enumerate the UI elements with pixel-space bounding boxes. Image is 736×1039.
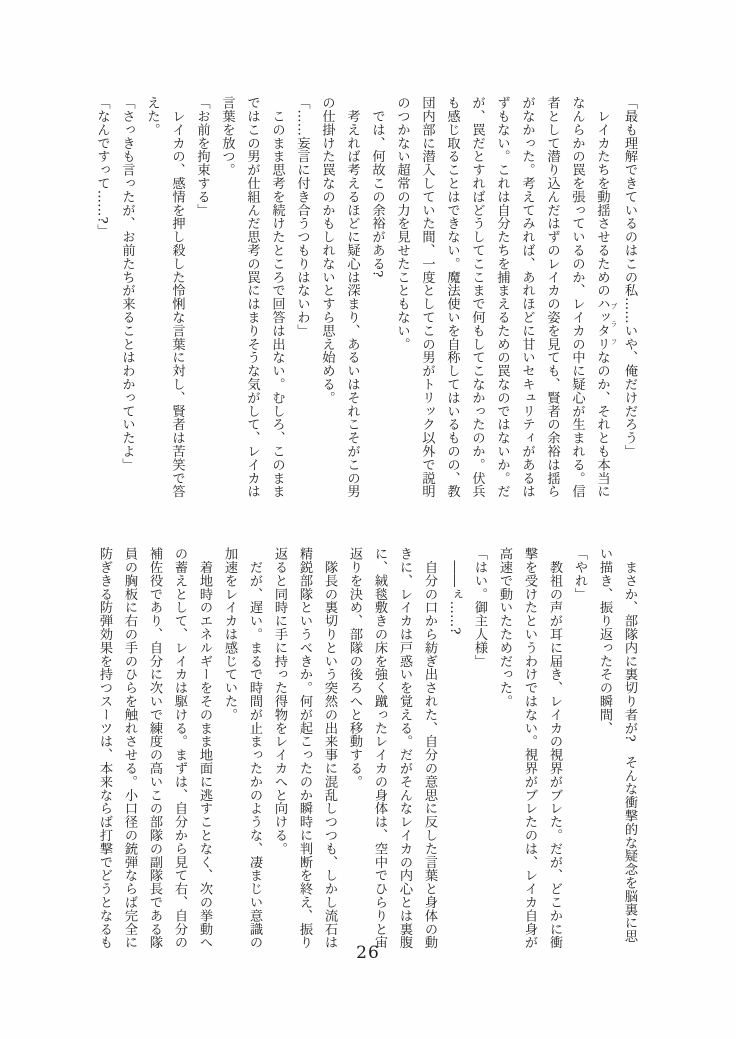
text-line: なんらかの罠を張っているのか、レイカの中に疑心が生まれる。信 (569, 96, 585, 498)
text-line: では、何故この余裕がある? (369, 96, 385, 278)
text-line: 返りを決め、部隊の後ろへと移動する。 (347, 547, 362, 789)
text-line: の仕掛けた罠なのかもしれないとすら思え始める。 (319, 96, 335, 405)
text-line: 言葉を放つ。 (219, 96, 235, 177)
text-line: 教祖の声が耳に届き、レイカの視界がブレた。だが、どこかに衝 (547, 547, 562, 949)
text-line: ではこの男が仕組んだ思考の罠にはまりそうな気がして、レイカは (244, 96, 260, 498)
text-line: 隊長の裏切りという突然の出来事に混乱しつつも、しかし流石は (322, 547, 337, 949)
text-line: 「なんですって……?」 (94, 96, 110, 238)
text-line: 者として潜り込んだはずのレイカの姿を見ても、賢者の余裕は揺ら (544, 96, 560, 498)
text-line: が、罠だとすればどうしてここまで何もしてこなかったのか。伏兵 (469, 96, 485, 498)
ruby-annotated-word: ハッタリ ブラフ (594, 297, 617, 351)
text-line: レイカの、感情を押し殺した怜悧な言葉に対し、賢者は苦笑で答 (169, 96, 185, 498)
text-line: 精鋭部隊というべきか。何が起こったのか瞬時に判断を終え、振り (297, 547, 312, 949)
text-line: のつかない超常の力を見せたこともない。 (394, 96, 410, 351)
text-line: えた。 (144, 96, 160, 137)
upper-text-block (90, 96, 643, 499)
text-line: 考えれば考えるほどに疑心は深まり、あるいはそれこそがこの男 (344, 96, 360, 498)
text-line: の蓄えとして、レイカは駆ける。まずは、自分から見て右、自分の (172, 547, 187, 949)
text-line: 「……妄言に付き合うつもりはないわ」 (294, 96, 310, 338)
text-line: 「はい。御主人様」 (472, 547, 487, 668)
text-line: 「お前を拘束する」 (194, 96, 210, 217)
text-line: このまま思考を続けたところで回答は出ない。むしろ、このまま (269, 96, 285, 498)
text-line: レイカたちを動揺させるためのハッタリ ブラフなのか、それとも本当に (594, 96, 617, 499)
text-line: ずもない。これは自分たちを捕まえるための罠なのではないか。だ (494, 96, 510, 498)
text-line: 加速をレイカは感じていた。 (222, 547, 237, 722)
text-line: も感じ取ることはできない。魔法使いを自称してはいるものの、教 (444, 96, 460, 498)
text-line: 着地時のエネルギーをそのまま地面に逃すことなく、次の挙動へ (197, 547, 212, 949)
text-line: 自分の口から紡ぎ出された、自分の意思に反した言葉と身体の動 (422, 547, 437, 949)
text-line: い描き、振り返ったその瞬間、 (597, 547, 612, 735)
text-line: だが、遅い。まるで時間が止まったかのような、凄まじい意識の (247, 547, 262, 949)
text-line: 高速で動いたためだった。 (497, 547, 512, 708)
text-line: 防ぎきる防弾効果を持つスーツは、本来ならば打撃でどうとなるも (97, 547, 112, 949)
text-line: 撃を受けたというわけではない。視界がブレたのは、レイカ自身が (522, 547, 537, 949)
text-line: ――ぇ……? (447, 547, 462, 635)
lower-text-block (92, 547, 642, 949)
text-line: きに、レイカは戸惑いを覚える。だがそんなレイカの内心とは裏腹 (397, 547, 412, 949)
text-line: 補佐役であり、自分に次いで練度の高いこの部隊の副隊長である隊 (147, 547, 162, 949)
text-line: に、絨毯敷きの床を強く蹴ったレイカの身体は、空中でひらりと宙 (372, 547, 387, 949)
text-line: 員の胸板に右の手のひらを触れさせる。小口径の銃弾ならば完全に (122, 547, 137, 949)
text-line: がなかった。考えてみれば、あれほどに甘いセキュリティがあるは (519, 96, 535, 498)
text-line: まさか、部隊内に裏切り者が? そんな衝撃的な疑念を脳裏に思 (622, 547, 637, 943)
text-line: 「やれ」 (572, 547, 587, 601)
text-line: 返ると同時に手に持った得物をレイカへと向ける。 (272, 547, 287, 856)
text-line: 「最も理解できているのはこの私……いや、俺だけだろう」 (622, 96, 637, 458)
text-line: 団内部に潜入していた間、一度としてこの男がトリック以外で説明 (419, 96, 435, 498)
page-number: 26 (356, 943, 380, 963)
text-line: 「さっきも言ったが、お前たちが来ることはわかっていたよ」 (119, 96, 135, 472)
